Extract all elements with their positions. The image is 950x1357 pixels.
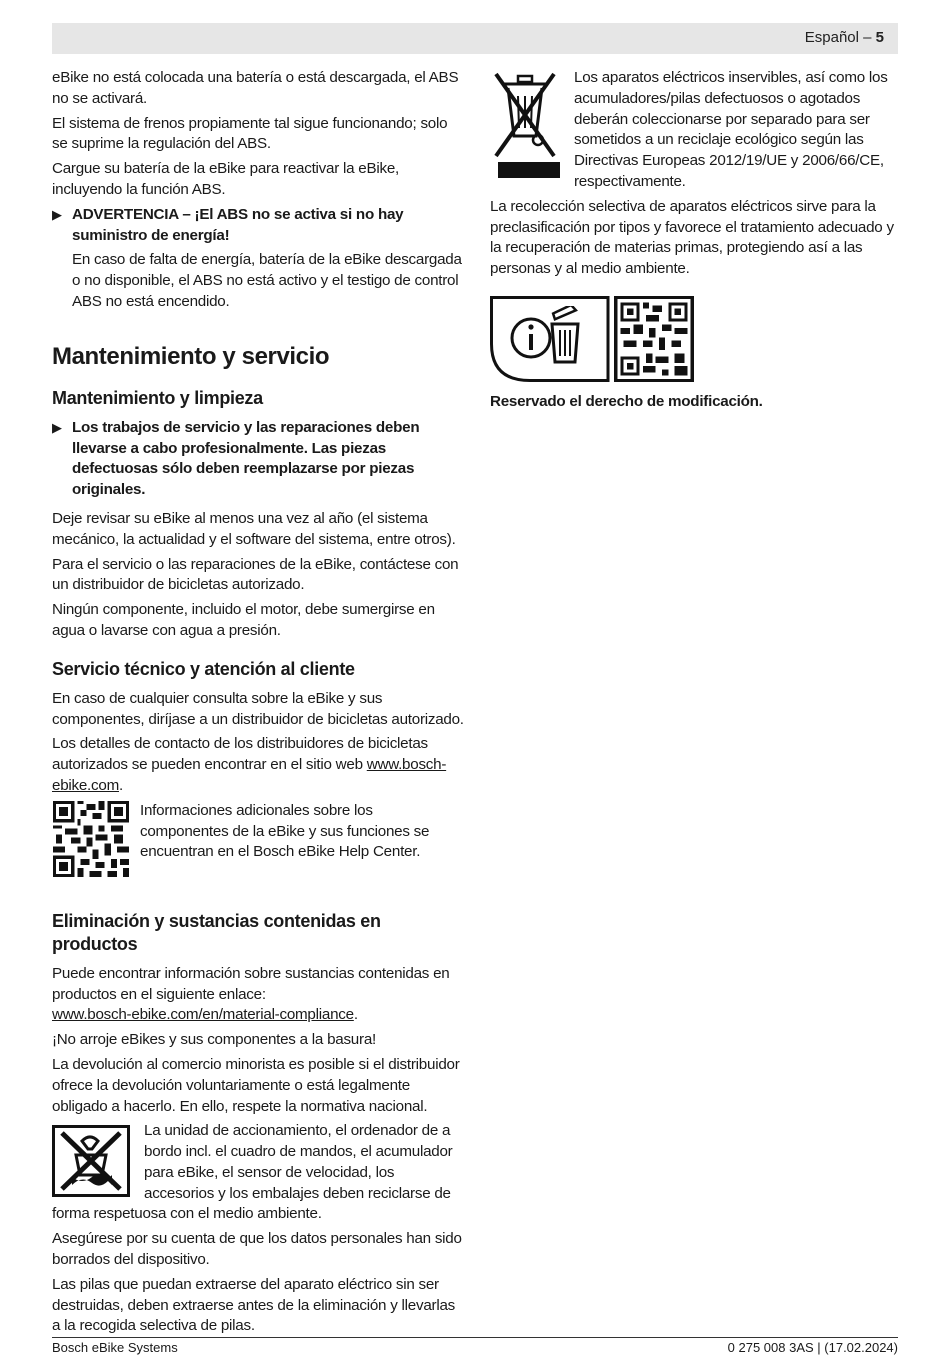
weee-block [490, 68, 898, 197]
bosch-ebike-link[interactable]: www.bosch-ebike.com [52, 756, 447, 794]
subsection-support: Servicio técnico y atención al cliente [52, 658, 355, 679]
help-center-qr-code[interactable] [52, 801, 130, 882]
service-warning [52, 418, 464, 505]
footer-company: Bosch eBike Systems [52, 1340, 178, 1355]
service-paragraph: Para el servicio o las reparaciones de la eBike, contáctese con un distribuidor de bicicletas autorizado. [52, 555, 459, 594]
left-column [52, 68, 464, 1341]
weee-paragraph: Los aparatos eléctricos inservibles, así como los acumuladores/pilas defectuosos o agotados deberán coleccionarse por separado para ser sometidos a un reciclaje ecológico según las Directivas Europeas 2012/19/UE y 2006/66/CE, respectivamente. [574, 69, 888, 190]
contact-paragraph: En caso de cualquier consulta sobre la eBike y sus componentes, diríjase a un distribuidor de bicicletas autorizado. [52, 689, 464, 728]
footer-doc-id: 0 275 008 3AS | (17.02.2024) [727, 1340, 898, 1355]
footer-divider [52, 1337, 898, 1338]
dealers-paragraph: Los detalles de contacto de los distribuidores de bicicletas autorizados se pueden encontrar en el sitio web www.bosch-ebike.com. [52, 735, 447, 794]
material-compliance-link[interactable]: www.bosch-ebike.com/en/material-compliance [52, 1006, 354, 1024]
batteries-paragraph: Las pilas que puedan extraerse del aparato eléctrico sin ser destruidas, deben extraerse antes de la eliminación y llevarlas a la recogida selectiva de pilas. [52, 1275, 455, 1335]
page-number: 5 [875, 29, 884, 46]
right-column [490, 68, 898, 417]
help-center-row [52, 801, 464, 882]
disposal-info-box [490, 296, 694, 382]
header-language: Español [804, 29, 859, 46]
subsection-disposal: Eliminación y sustancias contenidas en productos [52, 910, 381, 954]
abs-paragraph-2: El sistema de frenos propiamente tal sigue funcionando; solo se suprime la regulación del ABS. [52, 114, 448, 153]
header-bar [52, 23, 898, 54]
abs-warning [52, 205, 464, 317]
abs-paragraph-3: Cargue su batería de la eBike para reactivar la eBike, incluyendo la función ABS. [52, 160, 399, 198]
bullet-triangle-icon: ▶ [52, 419, 62, 435]
subsection-cleaning: Mantenimiento y limpieza [52, 387, 263, 408]
substances-paragraph: Puede encontrar información sobre sustancias contenidas en productos en el siguiente enlace: www.bosch-ebike.com/en/material-compliance. [52, 964, 450, 1024]
bullet-triangle-icon: ▶ [52, 206, 62, 222]
service-warning-text: Los trabajos de servicio y las reparaciones deben llevarse a cabo profesionalmente. Las piezas defectuosas sólo deben reemplazarse por piezas originales. [72, 418, 420, 499]
abs-paragraph-1: eBike no está colocada una batería o está descargada, el ABS no se activará. [52, 69, 459, 107]
section-title-maintenance: Mantenimiento y servicio [52, 342, 330, 370]
substances-text: Puede encontrar información sobre sustancias contenidas en productos en el siguiente enlace: [52, 964, 450, 1003]
check-paragraph: Deje revisar su eBike al menos una vez al año (el sistema mecánico, la actualidad y el software del sistema, entre otros). [52, 509, 456, 548]
collection-paragraph: La recolección selectiva de aparatos eléctricos sirve para la preclasificación por tipos y favorece el tratamiento adecuado y la recuperación de materias primas, protegiendo así a las personas y al medio ambiente. [490, 197, 894, 278]
header-dash: – [863, 29, 872, 46]
warning-body: En caso de falta de energía, batería de la eBike descargada o no disponible, el ABS no está activo y el testigo de control ABS no está encendido. [72, 251, 462, 310]
return-paragraph: La devolución al comercio minorista es posible si el distribuidor ofrece la devolución voluntariamente o está legalmente obligado a hacerlo. En ello, respete la normativa nacional. [52, 1055, 460, 1115]
reserved-rights: Reservado el derecho de modificación. [490, 392, 763, 410]
disposal-qr-code[interactable] [614, 296, 694, 387]
recycle-paragraph: La unidad de accionamiento, el ordenador de a bordo incl. el cuadro de mandos, el acumulador para eBike, el sensor de velocidad, los accesorios y los embalajes deben reciclarse de forma respetuosa con el medio ambiente. [52, 1122, 453, 1223]
page-header [805, 29, 884, 46]
warning-title: ADVERTENCIA – ¡El ABS no se activa si no hay suministro de energía! [72, 205, 404, 244]
recycle-block [52, 1121, 464, 1229]
info-bin-icon [508, 306, 588, 373]
water-paragraph: Ningún componente, incluido el motor, debe sumergirse en agua o lavarse con agua a presión. [52, 601, 435, 639]
data-paragraph: Asegúrese por su cuenta de que los datos personales han sido borrados del dispositivo. [52, 1230, 462, 1269]
crossed-bin-icon [490, 70, 560, 183]
help-center-paragraph: Informaciones adicionales sobre los componentes de la eBike y sus funciones se encuentran en el Bosch eBike Help Center. [140, 801, 430, 861]
no-household-waste-icon [52, 1125, 130, 1202]
no-trash-paragraph: ¡No arroje eBikes y sus componentes a la basura! [52, 1031, 376, 1049]
dealers-text: Los detalles de contacto de los distribuidores de bicicletas autorizados se pueden encontrar en el sitio web [52, 735, 428, 774]
